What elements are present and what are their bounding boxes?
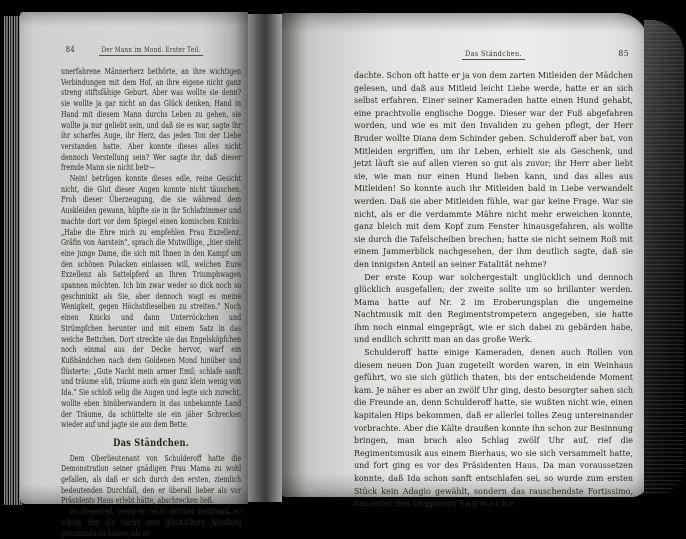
running-header-left: Der Mann im Mond. Erster Teil. — [99, 46, 203, 56]
body-paragraph: Dem Oberlieutenant von Schulderoff hatte die Demonstration seiner gnädigen Frau Mama zu wohl gefallen, als daß er sich durch den ersten, ziemlich bedeutenden Durchfall, den er überall lieber als vor Präsidents Haus erlebt hätte, abschrecken ließ. — [61, 453, 242, 506]
body-paragraph: dachte. Schon oft hatte er ja von dem zarten Mitleiden der Mädchen gelesen, und daß aus Mitleid leicht Liebe werde, hatte er an sich selbst erfahren. Einer seiner Kameraden hatte einen Hund gehabt, eine prachtvolle englische Dogge. Dieser war der Fuß abgefahren worden, und wie es mit den Invaliden zu gehen pflegt, der Herr Bruder wollte Diana dem Schinder geben. Schulderoff aber bat, von Mitleiden ergriffen, um ihr Leben, erhielt sie als Geschenk, und jetzt läuft sie auf allen vieren so gut als zuvor; ihr Herr aber liebt sie, wie man nur einen Hund lieben kann, und das alles aus Mitleiden! So konnte auch ihr Mitleiden bald in Liebe verwandelt werden. Daß sie aber Mitleiden fühle, war gar keine Frage. War sie nicht, als er die verdammte Mähre nicht mehr erweichen konnte, ganz bleich mit dem Kopf zum Fenster hinausgefahren, als wollte sie durch die Tafelscheiben brechen; hatte sie nicht seinem Roß mit einem Jammerblick nachgesehen, der ihm deutlich sagte, daß sie den innigsten Anteil an seiner Fatalität nehme? — [354, 71, 633, 270]
page-right — [282, 13, 648, 510]
page-edges-right-decoration — [644, 20, 684, 494]
body-paragraph: Im Gegenteil, wenn er recht darüber nachsann, so schien ihm die Sache eine glücklichere Wendung genommen zu haben, als er — [61, 507, 242, 538]
page-left-header — [61, 45, 241, 58]
body-paragraph — [354, 347, 633, 511]
letterspaced-word: Tagwache — [458, 499, 516, 510]
body-paragraph: Der erste Koup war solchergestalt unglücklich und dennoch glücklich ausgefallen; der zweite sollte um so brillanter werden. Mama hatte auf Nr. 2 im Eroberungsplan die ungemeine Nachtmusik mit den Regimentstrompetern angegeben, sie hatte ihm noch einmal eingeprägt, wie er sich dabei zu gebärden habe, und endlich schritt man an das große Werk. — [354, 272, 633, 346]
page-number-right: 85 — [618, 49, 630, 59]
body-paragraph-text: Schulderoff hatte einige Kameraden, denen auch Rollen von diesem neuen Don Juan zugeteilt worden waren, in ein Weinhaus geführt, wo sie sich gütlich thaten, bis der entscheidende Moment kam. Je näher es aber an zwölf Uhr ging, desto besorgter sahen sich die Freunde an, denn Schulderoff hatte, sie wußten nicht wie, einen kapitalen Hips bekommen, daß er allerlei tolles Zeug untereinander vorbrachte. Aber die Kälte draußen konnte ihn schon zur Besinnung bringen, man brach also Schlag zwölf Uhr auf, rief die Regimentsmusik aus einem Bierhaus, wo sie sich versammelt hatte, und fort ging es vor des Präsidenten Haus. Da man voraussetzen konnte, daß Ida schon sanft entschlafen sei, so wurde zum ersten Stück kein Adagio gewählt, sondern das rauschendste Fortissimo, das unter den Dragonern — [354, 348, 633, 510]
running-header-right: Das Ständchen. — [462, 50, 525, 60]
page-left — [20, 12, 248, 538]
body-paragraph: unerfahrene Männerherz bethörte, an ihre wichtigen Verbindungen mit dem Hof, an ihre eigene nicht ganz streng stiftsfähige Geburt. Aber was wollte sie denn? sie wollte ja gar nicht an das Glück denken, Hand in Hand mit diesem Mann durchs Leben zu gehen, sie wollte ja nur geliebt sein, und daß sie es war, sagte ihr ihr scharfes Auge, ihr Herz, das jeden Ton der Liebe verstanden hatte. Aber konnte dieses alles nicht dennoch Verstellung sein? Wer sagte ihr, daß dieser fremde Mann sie nicht betr— — [61, 67, 242, 173]
page-number-left: 84 — [65, 45, 76, 55]
chapter-heading: Das Ständchen. — [113, 436, 189, 449]
page-right-header — [354, 48, 633, 61]
page-right-content — [354, 48, 633, 511]
body-paragraph: Nein! betrügen konnte dieses edle, reine Gesicht nicht, die Glut dieser Augen konnte nicht täuschen. Froh dieser Überzeugung, die sie während dem Auskleiden gewann, hüpfte sie in ihr Schlafzimmer und machte dort vor dem Spiegel einen komischen Knicks: „Habe die Ehre mich zu empfehlen Frau Exzellenz, Gräfin von Aarstein“, sprach die Mutwillige, „hier steht eine junge Dame, die sich mit Ihnen in den Kampf um den schönen Polacken einlassen will, welchen Eure Exzellenz als Sattelpferd an Ihren Triumphwagen spannen möchten. Ich bin zwar weder so dick noch so geschminkt als Sie, aber dennoch wagt es meine Wenigkeit, gegen Höchstdieselben zu streiten.“ Noch einen Knicks und dann Unterröckchen und Strümpfchen herunter und mit einem Satz in das weiche Bettchen. Dort streckte sie das Engelsköpfchen noch einmal aus der Decke hervor, warf ein Kußhändchen nach dem Goldenen Mond hinüber und flüsterte: „Gute Nacht mein armer Emil; schlafe sanft und träume süß, träume auch ein ganz klein wenig von Ida.“ Sie schloß selig die Augen und legte sich zurecht, wollte eben hinüberwandern in das unbekannte Land der Träume, da schüttelte sie ein jäher Schrecken wieder auf und jagte sie aus dem Bette. — [61, 174, 242, 430]
page-left-content — [61, 45, 241, 539]
book-gutter-shadow — [248, 14, 282, 502]
